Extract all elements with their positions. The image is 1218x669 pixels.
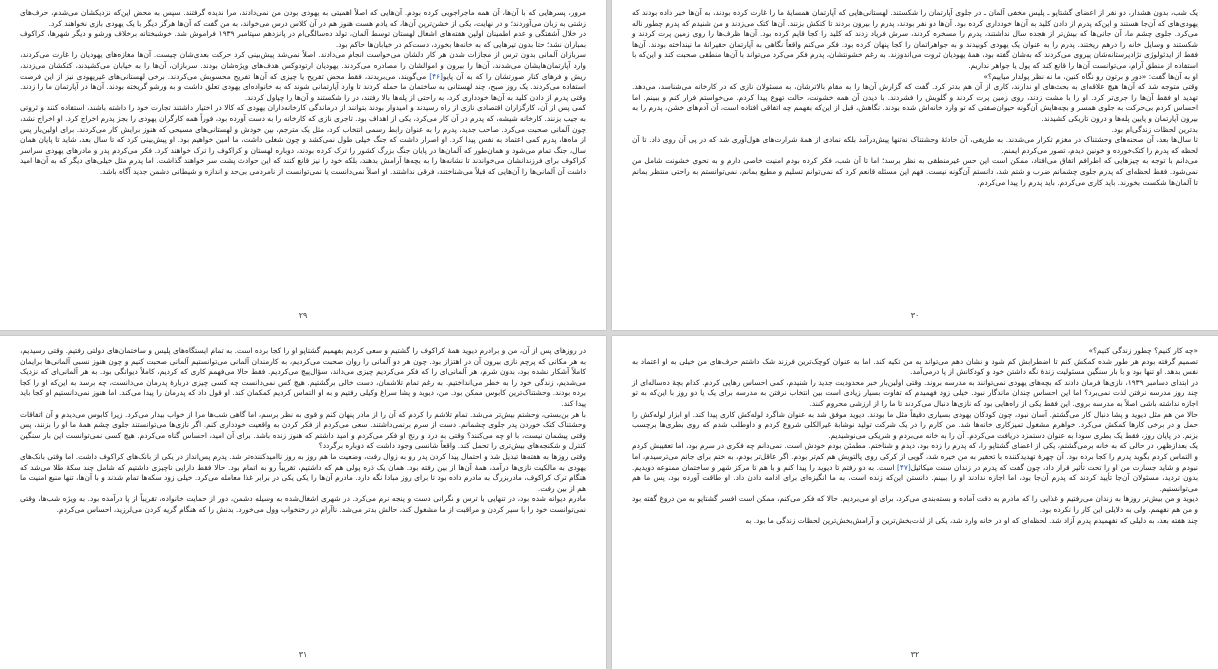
paragraph: کمی پس از آن، کارگزاران اقتصادی نازی از راه رسیدند و امیدوار بودند بتوانند از درماندگی کارخانه‌داران یهودی که کالا در اختیار داشتند تجارت خود را داشته باشند، استفاده کنند و ثروتی به جیب بزنند. کارخانه شیشه، که پدرم در آن کار می‌کرد، یکی از اهداف بود. تاجری نازی که کارخانه را به دست آورده بود، فوراً همه کارگران یهودی را بجز پدرم اخراج کرد. او اخراج نشد، چون آلمانی صحبت می‌کرد. صاحب جدید، پدرم را به عنوان رابط رسمی انتخاب کرد، مثل یک مترجم، بین خودش و لهستانی‌های مسیحی که هنوز برایش کار می‌کردند. برای اولین‌بار پس از ماه‌ها، پدرم کمی اعتماد به نفس پیدا کرد. او اصرار داشت که جنگ خیلی طول نمی‌کشد و چون شغلی داشت، ما امین خواهیم بود. او پیش‌بینی کرد که تا سال بعد، شاید تا پایان همان سال، جنگ تمام می‌شود و همان‌طور که آلمان‌ها در پایان جنگ بزرگ کشور را ترک کرده بودند، دوباره لهستان و کراکوف را ترک خواهند کرد. فکر می‌کردم پدر و مادرهای یهودی سراسر کراکوف برای فرزندانشان می‌خواندند تا نشانه‌ها را به بچه‌ها آرامش بدهند، بلکه خود را نیز قانع کنند که این حوادث پشت سر خواهند گذاشت. اما پدرم مثل خیلی‌های دیگر که به آن‌ها امید داشت آن آلمانی‌ها را آن‌هایی که قبلاً می‌شناختند، فرقی نداشتند. او اصلاً نمی‌دانست یا نمی‌توانست از نامردمی بی‌حد و اندازه و شیطانی دشمن جدید آگاه باشد. <box>20 103 586 176</box>
page-text <box>20 8 586 178</box>
footnote-marker[interactable]: [۴۷] <box>897 462 911 472</box>
page-number: ۳۱ <box>298 650 308 659</box>
paragraph: یک شب، بدون هشدار، دو نفر از اعضای گشتاپو ـ پلیس مخفی آلمان ـ در جلوی آپارتمان را شکستند. لهستانی‌هایی که آپارتمان همسایهٔ ما را غارت کرده بودند، به آن‌ها خبر داده بودند که یهودی‌های که آن‌جا هستند و این‌که پدرم از دادن کلید به آن‌ها خودداری کرده بود. آن‌ها دو نفر بودند، پدرم را بیرون بردند تا کتکش بزنند. آن‌ها کتک می‌زدند و من شنیدم که پدرم چطور ناله می‌کرد. جلوی چشم ما، آن جانی‌ها که بیش‌تر از هجده سال نداشتند، پدرم را مسخره کردند، سرش فریاد زدند که کلید را کجا قایم کرده بود. آن‌ها ظرف‌ها را روی زمین پرت کردند و شکستند و وسایل خانه را درهم ریختند. پدرم را به عنوان یک یهودی کوبیدند و به جواهراتمان را کجا پنهان کرده بود. فکر می‌کنم واقعاً نگاهی به آپارتمان حقیرانهٔ ما نینداخته بودند. آن‌ها فقط از ایدئولوژی نژادپرستانه‌شان پیروی می‌کردند که به‌شان گفته بود، همهٔ یهودیان ثروت می‌اندوزند. به رغم خشونتشان، پدرم فکر می‌کرد می‌تواند با آن‌ها منطقی صحبت کند و این‌که با استفاده از منطق آرام، می‌توانست آن‌ها را قانع کند که پول یا جواهر نداریم. <box>632 8 1198 70</box>
paragraph: یک بعدازظهر، در حالی که به خانه برمی‌گشتم، یکی از اعضای گشتاپو را، که پدرم را زده بود، دیدم و شناختم. مطمئن بودم خودش است. نمی‌دانم چه فکری در سرم بود، اما تعقیبش کردم و التماس کردم بگوید پدرم را کجا برده بود. آن چهرهٔ تهدیدکننده با تحقیر به من خیره شد، گویی از کرکی روی پالتویش هم کم‌تر بودم. اگر عاقل‌تر بودم، به ختم برای جانم می‌ترسیدم، اما نبودم و شاید جسارت من او را تحت تأثیر قرار داد، چون گفت که پدرم در زندان سنت میکائیل[۴۷] است. به دو رفتم تا دیوید را پیدا کنم و با هم تا مرکز شهر و ساختمان ممنوعه دویدیم. بدون تردید، مسئولان آن‌جا تأیید کردند که پدرم آن‌جا بود، اما اجازه ندادند او را ببینم. دانستن این‌که زنده است، به ما انگیزه‌ای برای ادامه دادن داد. او طاقت آورده بود، پس ما هم می‌توانستیم. <box>632 441 1198 493</box>
page-31 <box>0 336 606 669</box>
paragraph: در ابتدای دسامبر ۱۹۳۹، نازی‌ها فرمان دادند که بچه‌های یهودی نمی‌توانند به مدرسه بروند. وقتی اولین‌بار خبر محدودیت جدید را شنیدم، کمی احساس رهایی کردم. کدام بچهٔ ده‌ساله‌ای از چند روز مدرسه نرفتن لذت نمی‌برد؟ اما این احساس چندان ماندگار نبود. خیلی زود فهمیدم که تفاوت بسیار زیادی است بین انتخاب نرفتن به مدرسه برای یک یا دو روز با این‌که به تو اجازه نداشته باشی اصلاً به مدرسه بروی. این فقط یکی از راه‌هایی بود که نازی‌ها دنبال می‌کردند تا ما را از ارزشی محروم کنند. <box>632 377 1199 408</box>
paragraph: می‌دانم با توجه به چیزهایی که اطرافم اتفاق می‌افتاد، ممکن است این حس غیرمنطقی به نظر برسد؛ اما تا آن شب، فکر کرده بودم امنیت خاصی دارم و به نحوی خشونت شامل من نمی‌شود. فقط لحظه‌ای که پدرم جلوی چشمانم ضرب و شتم شد، دانستم آن‌گونه نیست. فهم این مسئله قانعم کرد که نمی‌توانم تسلیم و مطیع بمانم، نمی‌توانستم به راحتی منتظر بمانم تا آلمان‌ها شکست بخورند. باید کاری می‌کردم. باید پدرم را پیدا می‌کردم. <box>632 156 1198 187</box>
paragraph: دیوید و من بیش‌تر روزها به زندان می‌رفتیم و غذایی را که مادرم به دقت آماده و بسته‌بندی می‌کرد، برای او می‌بردیم. حالا که فکر می‌کنم، ممکن است افسر گشتاپو به من دروغ گفته بود و من هم نفهمم. ولی به دلایلی این کار را نکرده بود. <box>632 494 1198 514</box>
page-number: ۳۰ <box>910 311 920 320</box>
page-30 <box>612 0 1218 330</box>
paragraph: تصمیم گرفته بودم هر طور شده کمکش کنم تا اضطرابش کم شود و نشان دهم می‌تواند به من تکیه کند. اما به عنوان کوچک‌ترین فرزند شک داشتم حرف‌های من خیلی به او اعتماد به نفس بدهد. او تنها بود و با بار سنگین مسئولیت زندهٔ نگه داشتن خود و کودکانش از پا درمی‌آمد. <box>632 356 1198 377</box>
paragraph: تا سال‌ها بعد، آن صحنه‌های وحشتناک در مغزم تکرار می‌شدند. به طریقی، آن حادثهٔ وحشتناک نه‌تنها پیش‌درآمد بلکه نمادی از همهٔ شرارت‌های هول‌آوری شد که در پی آن روی داد. تا آن لحظه که پدرم را کتک‌خورده و خونین دیدم، تصور می‌کردم ایمنم. <box>632 135 1198 155</box>
page-text <box>632 346 1198 526</box>
paragraph: وقتی متوجه شد که آن‌ها هیچ علاقه‌ای به بحث‌های او ندارند، کاری از آن هم بدتر کرد. گفت که گزارش آن‌ها را به مقام بالاترشان، به مسئولان نازی که در کارخانه می‌شناسد، می‌دهد. تهدید او فقط آن‌ها را جری‌تر کرد. او را با مشت زدند، روی زمین پرت کردند و گلویش را فشردند. با دیدن آن همه خشونت، حالت تهوع پیدا کردم. می‌خواستم فرار کنم و ببینم. اما احساس کردم بی‌حرکت به جلوی همسر و بچه‌هایش آن‌گونه حیوان‌صفتی که تو وارد خانه‌اش شده بودند. نگاهش، قبل از این‌که بفهمم چه اتفاقی افتاده است، آن آدم‌های خشن، پدرم را به بیرون آپارتمان و پایین پله‌ها و درون تاریکی کشیدند. <box>632 82 1198 123</box>
page-number: ۲۹ <box>298 311 308 320</box>
paragraph: مادرم دیوانه شده بود، در تنهایی با ترس و نگرانی دست و پنجه نرم می‌کرد. در شهری اشغال‌شده به وسیله دشمن، دور از حمایت خانواده، تقریباً از پا درآمده بود. به ویژه شب‌ها، وقتی نمی‌توانست خود را با سیر کردن و مراقبت از ما مشغول کند، حالش بدتر می‌شد. ناآرام در رختخواب وول می‌خورد. بدنش را که هنگام گریه کردن می‌لرزید، احساس می‌کردم. <box>20 494 586 514</box>
page-text <box>20 346 586 516</box>
paragraph: در روزهای پس از آن، من و برادرم دیوید همهٔ کراکوف را گشتیم و سعی کردیم بفهمیم گشتاپو او را کجا برده است. به تمام ایستگاه‌های پلیس و ساختمان‌های دولتی رفتیم. وقتی رسیدیم، به هر مکانی که پرچم نازی بیرون آن در اهتزاز بود. چون هر دو آلمانی را روان صحبت می‌کردیم، به کارمندان آلمانی می‌توانستیم آلمانی صحبت کنیم و چون هنوز نسبی آلمانی‌ها برایمان کاملاً آشکار نشده بود، بدون شرم، هر آلمانی‌ای را که فکر می‌کردیم چیزی می‌داند، سؤال‌پیچ می‌کردیم. فقط حالا می‌فهمم کاری که کردیم، کاملاً دیوانگی بود. به هر آلمانی‌ای که نزدیک می‌شدیم، زندگی خود را به خطر می‌انداختیم. به رغم تمام تلاشمان، دست خالی برگشتیم. هیچ کس نمی‌دانست چه کسی چیزی دربارهٔ پدرمان می‌دانست، چه برسد به این‌که او را کجا برده بودند. وحشتناک‌ترین کابوس ممکن بود. من، دیوید و پشا سراغ وکیلی رفتیم و به او التماس کردیم کمکمان کند. او قول داد که پدرمان را پیدا می‌کند. اما هنوز نمی‌دانستیم او کجا باید پیدا کند. <box>20 346 586 408</box>
paragraph: با هر بن‌بستی، وحشتم بیش‌تر می‌شد. تمام تلاشم را کردم که آن را از مادر پنهان کنم و قوی به نظر برسم، اما گاهی شب‌ها مرا از خواب بیدار می‌کرد. زیرا کابوس می‌دیدم و آن اتفاقات وحشتناک کتک خوردن پدر جلوی چشمانم. دست از سرم برنمی‌داشتند. سعی می‌کردم از فکر کردن به واقعیت خودداری کنم. اگر نازی‌ها می‌توانستند جلوی چشم همهٔ ما او را بزنند، پس وقتی پیشمان نیست، با او چه می‌کنند؟ وقتی به درد و رنج او فکر می‌کردم و امید داشتم که هنوز زنده باشد. برای آن امید، احساس گناه می‌کردم. هیچ کسی نمی‌توانست این بار سنگین کنترل و شکنجه‌های بیش‌تری را تحمل کند. واقعاً شانسی وجود داشت که دوباره برگردد؟ <box>20 409 586 451</box>
paragraph: او به آن‌ها گفت: «دور و برتون رو نگاه کنین، ما نه نظر پولدار میاییم؟» <box>983 71 1198 81</box>
page-number: ۳۲ <box>910 650 920 659</box>
paragraph: حالا من هم مثل دیوید و پشا دنبال کار می‌گشتم. آسان نبود، چون کودکان یهودی بسیاری دقیقاً مثل ما بودند. دیوید موفق شد به عنوان شاگرد لوله‌کش کاری پیدا کند. او ابزار لوله‌کش را حمل و در برخی کارها کمکش می‌کرد. خواهرم مشغول تمیزکاری خانه‌ها شد. من کارم را در یک شرکت تولید نوشابهٔ غیرالکلی شروع کردم و داوطلب شدم که روی بطری‌ها برچسب بزنم. در پایان روز، فقط یک بطری سودا به عنوان دستمزد دریافت می‌کردم. آن را به خانه می‌بردم و شریکی می‌نوشیدیم. <box>632 409 1198 440</box>
paragraph: وقتی روزها به هفته‌ها تبدیل شد و احتمال پیدا کردن پدر رو به زوال رفت، وضعیت ما هم روز به روز ناامیدکننده‌تر شد. پدرم پس‌انداز در یکی از بانک‌های کراکوف داشت. اما وقتی بانک‌های یهودی به مالکیت نازی‌ها درآمد، همهٔ آن‌ها از بین رفته بود. همان یک ذره پولی هم که داشتیم، تقریباً رو به اتمام بود. حالا فقط دارایی ناچیزی داشتیم که شامل چند سکهٔ طلا می‌شد که هنگام ترک کراکوف، مادربزرگ به مادرم داده بود تا برای روز مبادا نگه دارد. مادرم آن‌ها را یکی یکی در برابر غذا معامله می‌کرد. خیلی زود سکه‌ها تمام شدند و با آن‌ها، تنها منبع امنیت ما هم از بین رفت. <box>20 451 586 493</box>
page-29 <box>0 0 606 330</box>
paragraph: در خلال آشفتگی و عدم اطمینان اولین هفته‌های اشغال لهستان توسط آلمان، تولد ده‌سالگی‌ام در پانزدهم سپتامبر ۱۹۳۹ فراموش شد. خوشبختانه برخلاف ورشو و دیگر شهرها، کراکوف بمباران نشد؛ حتا بدون تیرهایی که به خانه‌ها بخورد، دست‌کم در خیابان‌ها حاکم بود. <box>20 29 587 49</box>
page-text <box>632 8 1198 188</box>
footnote-marker[interactable]: [۴۶] <box>429 71 443 81</box>
paragraph: سربازان آلمانی بدون ترس از مجازات شدن هر کار دلشان می‌خواست انجام می‌دادند. اصلاً نمی‌شد پیش‌بینی کرد حرکت بعدی‌شان چیست. آن‌ها مغازه‌های یهودیان را غارت می‌کردند، وارد آپارتمان‌هایشان می‌شدند، آن‌ها را بیرون و اموالشان را مصادره می‌کردند. یهودیان ارتودوکس هدف‌های ویژه‌شان بودند. سربازان، آن‌ها را به خیابان می‌کشیدند، کتکشان می‌زدند، ریش و فرهای کنار صورتشان را که به آن پایو[۴۶] می‌گویند، می‌بریدند، فقط محض تفریح یا چیزی که آن‌ها تفریح محسوبش می‌کردند. برخی لهستانی‌های غیریهودی نیز از این فرصت استفاده می‌کردند. یک روز صبح، چند لهستانی به ساختمان ما حمله کردند تا وارد آپارتمانی شوند که به خانواده‌ای یهودی تعلق داشت و به ورشو گریخته بودند. آن‌ها در آپارتمان ما را زدند. وقتی پدرم از دادن کلید به آن‌ها خودداری کرد، به راحتی از پله‌ها بالا رفتند، در را شکستند و آن‌ها را چپاول کردند. <box>20 50 586 102</box>
paragraph: مرور، پسرهایی که با آن‌ها، آن همه ماجراجویی کرده بودم. آن‌هایی که اصلاً اهمیتی به یهودی بودن من نمی‌دادند، مرا ندیده گرفتند. سپس به محض این‌که نزدیکشان می‌شدم، حرف‌های زشتی به زبان می‌آوردند؛ و در نهایت، یکی از خشن‌ترین آن‌ها، که یادم هست هنوز هم در آن کلاس درس می‌خواند، به من گفت که آن‌ها هرگز دیگر با یک یهودی بازی نخواهند کرد. <box>20 8 586 28</box>
paragraph: بدترین لحظات زندگی‌ام بود. <box>1111 124 1198 134</box>
paragraph: چند هفته بعد، به دلیلی که نفهمیدم پدرم آزاد شد. لحظه‌ای که او در خانه وارد شد، یکی از لذت‌بخش‌ترین و آرامش‌بخش‌ترین لحظات زندگی ما بود. به <box>745 515 1198 525</box>
page-32 <box>612 336 1218 669</box>
paragraph: «چه کار کنیم؟ چطور زندگی کنیم؟» <box>1088 346 1198 355</box>
